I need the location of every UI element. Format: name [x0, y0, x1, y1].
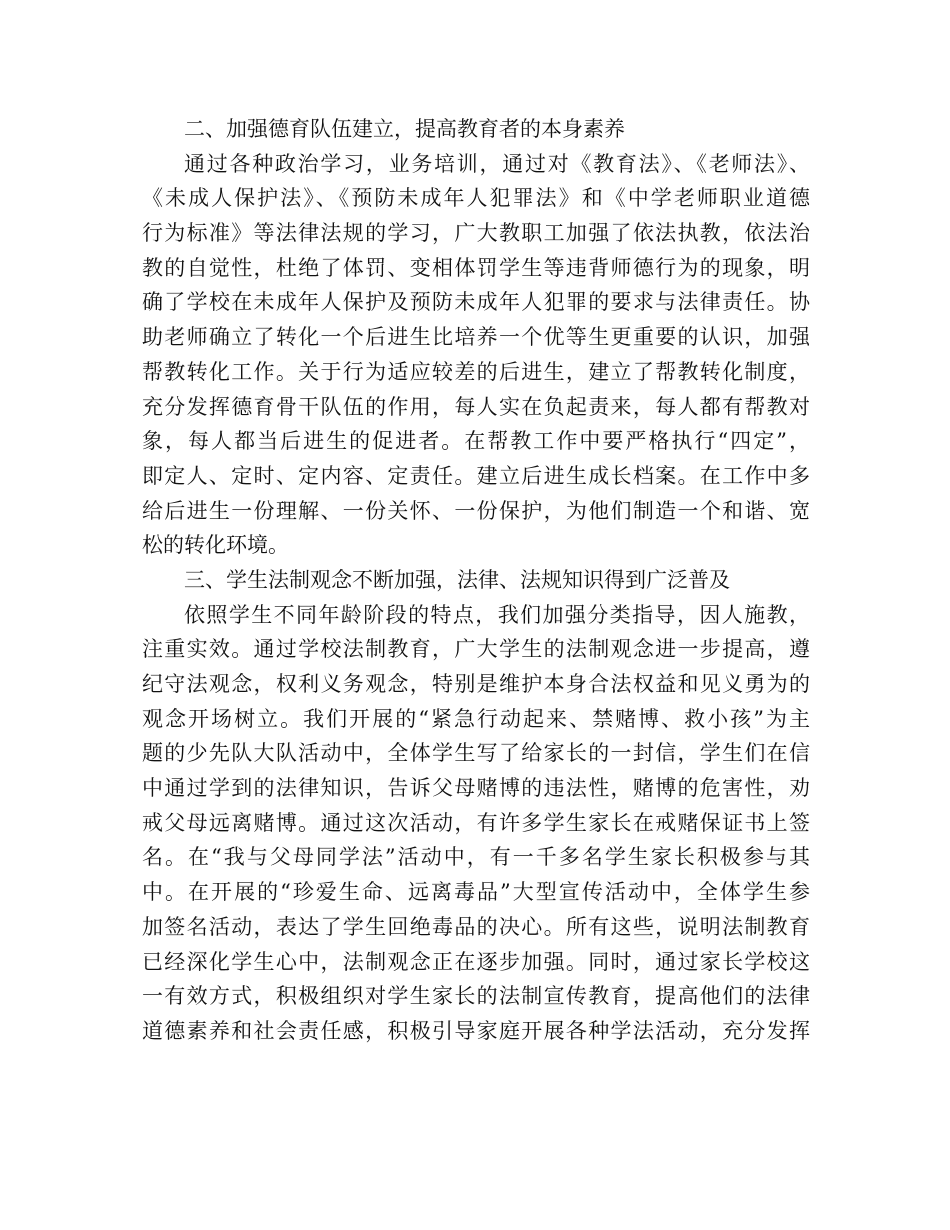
paragraph-line: 帮教转化工作。关于行为适应较差的后进生，建立了帮教转化制度，: [142, 359, 810, 384]
paragraph-line: 通过各种政治学习，业务培训，通过对《教育法》、《老师法》、: [184, 151, 810, 176]
paragraph-line: 中通过学到的法律知识，告诉父母赌博的违法性，赌博的危害性，劝: [142, 776, 810, 801]
paragraph-line: 道德素养和社会责任感，积极引导家庭开展各种学法活动，充分发挥: [142, 1018, 810, 1043]
section-heading-3: 三、学生法制观念不断加强，法律、法规知识得到广泛普及: [184, 567, 730, 592]
paragraph-line: 名。在“我与父母同学法”活动中，有一千多名学生家长积极参与其: [142, 845, 810, 870]
paragraph-line: 纪守法观念，权利义务观念，特别是维护本身合法权益和见义勇为的: [142, 672, 810, 696]
paragraph-line: 一有效方式，积极组织对学生家长的法制宣传教育，提高他们的法律: [142, 984, 810, 1009]
paragraph-line: 《未成人保护法》、《预防未成年人犯罪法》和《中学老师职业道德: [142, 186, 810, 211]
paragraph-line: 充分发挥德育骨干队伍的作用，每人实在负起责来，每人都有帮教对: [142, 394, 810, 419]
paragraph-line: 象，每人都当后进生的促进者。在帮教工作中要严格执行“四定”，: [142, 429, 810, 454]
paragraph-line: 加签名活动，表达了学生回绝毒品的决心。所有这些，说明法制教育: [142, 914, 810, 939]
document-body: [142, 112, 810, 1049]
section-heading-2: 二、加强德育队伍建立，提高教育者的本身素养: [184, 117, 625, 141]
paragraph-line: 确了学校在未成年人保护及预防未成年人犯罪的要求与法律责任。协: [142, 290, 810, 315]
paragraph-line: 注重实效。通过学校法制教育，广大学生的法制观念进一步提高，遵: [142, 637, 810, 662]
paragraph-line: 给后进生一份理解、一份关怀、一份保护，为他们制造一个和谐、宽: [142, 498, 810, 523]
paragraph-line: 即定人、定时、定内容、定责任。建立后进生成长档案。在工作中多: [142, 463, 810, 488]
paragraph-line: 题的少先队大队活动中，全体学生写了给家长的一封信，学生们在信: [142, 741, 810, 766]
paragraph-line: 行为标准》等法律法规的学习，广大教职工加强了依法执教，依法治: [142, 221, 810, 246]
paragraph-line: 助老师确立了转化一个后进生比培养一个优等生更重要的认识，加强: [142, 325, 810, 350]
paragraph-line: 已经深化学生心中，法制观念正在逐步加强。同时，通过家长学校这: [142, 949, 810, 974]
paragraph-line: 观念开场树立。我们开展的“紧急行动起来、禁赌博、救小孩”为主: [142, 706, 810, 731]
paragraph-line: 戒父母远离赌博。通过这次活动，有许多学生家长在戒赌保证书上签: [142, 810, 810, 835]
paragraph-line: 教的自觉性，杜绝了体罚、变相体罚学生等违背师德行为的现象，明: [142, 255, 810, 280]
paragraph-line: 中。在开展的“珍爱生命、远离毒品”大型宣传活动中，全体学生参: [142, 880, 810, 905]
paragraph-line: 松的转化环境。: [142, 533, 289, 558]
paragraph-line: 依照学生不同年龄阶段的特点，我们加强分类指导，因人施教，: [184, 602, 810, 627]
